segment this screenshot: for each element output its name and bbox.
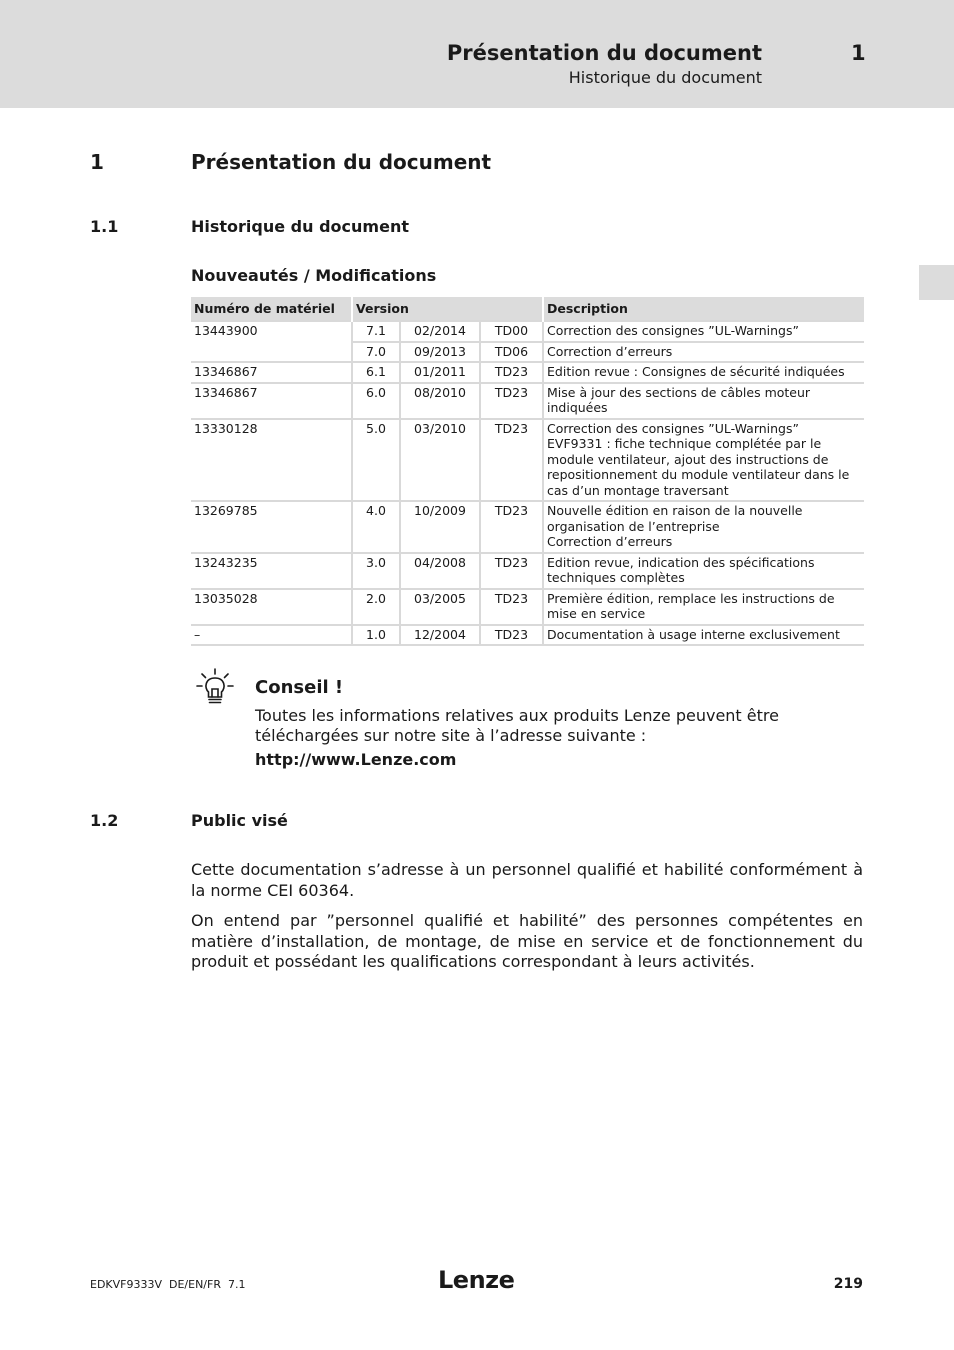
cell-version: 6.0 <box>352 383 400 419</box>
cell-material: 13330128 <box>191 419 352 502</box>
table-row <box>191 321 864 342</box>
footer-document-id: EDKVF9333V DE/EN/FR 7.1 <box>90 1278 246 1291</box>
revision-history-table <box>191 297 864 646</box>
cell-version: 6.1 <box>352 362 400 383</box>
section-1-1-title: Historique du document <box>191 217 409 236</box>
cell-description: Edition revue, indication des spécifications techniques complètes <box>543 553 864 589</box>
cell-td: TD23 <box>480 419 543 502</box>
header-subtitle: Historique du document <box>568 68 762 87</box>
tip-text: Toutes les informations relatives aux produits Lenze peuvent être téléchargées sur notre site à l’adresse suivante : <box>255 706 779 745</box>
cell-td: TD23 <box>480 362 543 383</box>
page-number: 219 <box>833 1276 863 1292</box>
cell-version: 5.0 <box>352 419 400 502</box>
cell-version: 4.0 <box>352 501 400 553</box>
cell-date: 02/2014 <box>400 321 480 342</box>
cell-material: 13443900 <box>191 321 352 342</box>
table-row <box>191 625 864 646</box>
table-row <box>191 589 864 625</box>
table-header-row <box>191 297 864 321</box>
cell-version: 1.0 <box>352 625 400 646</box>
table-row <box>191 501 864 553</box>
table-row <box>191 342 864 363</box>
header-version: Version <box>352 297 543 321</box>
header-description: Description <box>543 297 864 321</box>
cell-td: TD23 <box>480 625 543 646</box>
section-1-2-number: 1.2 <box>90 811 119 830</box>
cell-date: 01/2011 <box>400 362 480 383</box>
header-title: Présentation du document <box>446 41 762 65</box>
cell-material: 13346867 <box>191 362 352 383</box>
cell-date: 08/2010 <box>400 383 480 419</box>
cell-description: Correction des consignes ”UL-Warnings” <box>543 321 864 342</box>
cell-material: 13243235 <box>191 553 352 589</box>
cell-description: Première édition, remplace les instructions de mise en service <box>543 589 864 625</box>
section-1-number: 1 <box>90 150 104 174</box>
cell-td: TD23 <box>480 501 543 553</box>
changes-heading: Nouveautés / Modifications <box>191 266 437 285</box>
section-1-title: Présentation du document <box>191 150 492 174</box>
cell-description: Nouvelle édition en raison de la nouvelle organisation de l’entreprise Correction d’erreurs <box>543 501 864 553</box>
cell-date: 04/2008 <box>400 553 480 589</box>
cell-td: TD23 <box>480 553 543 589</box>
tip-title: Conseil ! <box>255 677 344 698</box>
table-row <box>191 362 864 383</box>
cell-version: 7.1 <box>352 321 400 342</box>
table-row <box>191 553 864 589</box>
audience-paragraph-1: Cette documentation s’adresse à un personnel qualifié et habilité conformément à la norme CEI 60364. <box>191 860 863 900</box>
cell-date: 03/2010 <box>400 419 480 502</box>
cell-description: Edition revue : Consignes de sécurité indiquées <box>543 362 864 383</box>
cell-td: TD23 <box>480 589 543 625</box>
cell-material: – <box>191 625 352 646</box>
cell-td: TD23 <box>480 383 543 419</box>
audience-paragraph-2: On entend par ”personnel qualifié et habilité” des personnes compétentes en matière d’installation, de montage, de mise en service et de fonctionnement du produit et possédant les qualifications correspondant à leurs activités. <box>191 911 863 971</box>
cell-material <box>191 342 352 363</box>
section-1-2-title: Public visé <box>191 811 288 830</box>
cell-date: 10/2009 <box>400 501 480 553</box>
cell-material: 13346867 <box>191 383 352 419</box>
cell-description: Correction des consignes ”UL-Warnings” EVF9331 : fiche technique complétée par le module ventilateur, ajout des instructions de repositionnement du module ventilateur dans le cas d’un montage traversant <box>543 419 864 502</box>
section-1-1-number: 1.1 <box>90 217 119 236</box>
lenze-logo: Lenze <box>438 1266 515 1294</box>
header-material: Numéro de matériel <box>191 297 352 321</box>
cell-version: 3.0 <box>352 553 400 589</box>
cell-td: TD00 <box>480 321 543 342</box>
cell-description: Mise à jour des sections de câbles moteur indiquées <box>543 383 864 419</box>
cell-description: Correction d’erreurs <box>543 342 864 363</box>
lenze-website-link[interactable]: http://www.Lenze.com <box>255 750 457 769</box>
chapter-side-tab <box>919 265 954 300</box>
header-chapter-number: 1 <box>851 41 866 65</box>
cell-date: 03/2005 <box>400 589 480 625</box>
cell-date: 09/2013 <box>400 342 480 363</box>
table-row <box>191 419 864 502</box>
lightbulb-icon <box>196 668 234 706</box>
cell-material: 13269785 <box>191 501 352 553</box>
cell-version: 7.0 <box>352 342 400 363</box>
cell-td: TD06 <box>480 342 543 363</box>
table-row <box>191 383 864 419</box>
cell-description: Documentation à usage interne exclusivement <box>543 625 864 646</box>
cell-material: 13035028 <box>191 589 352 625</box>
cell-version: 2.0 <box>352 589 400 625</box>
cell-date: 12/2004 <box>400 625 480 646</box>
